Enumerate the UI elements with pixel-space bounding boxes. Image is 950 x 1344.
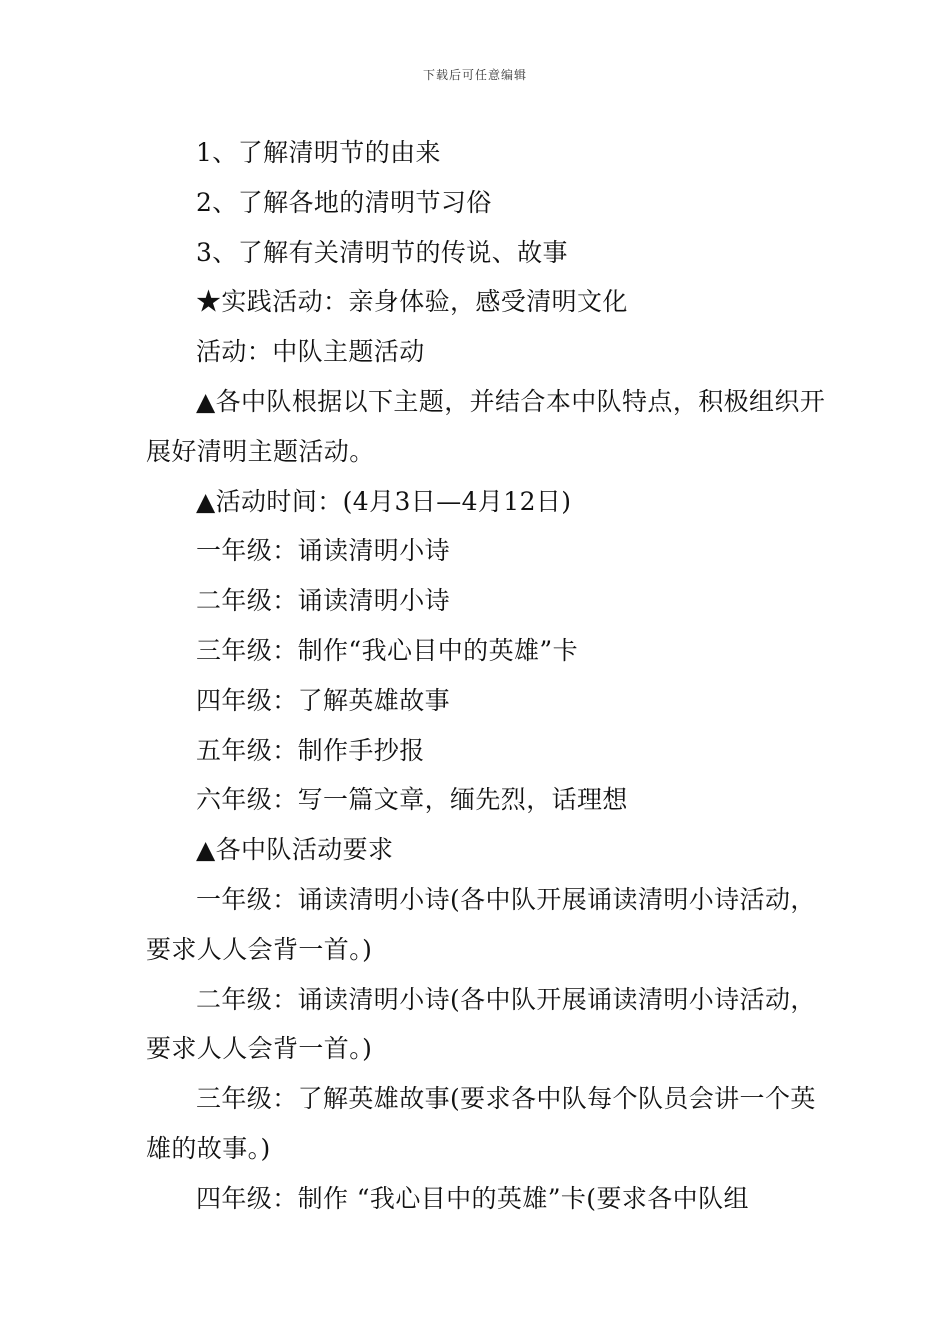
header-note: 下载后可任意编辑 <box>422 68 527 82</box>
paragraph-grade-6: 六年级：写一篇文章，缅先烈，话理想 <box>196 785 628 815</box>
paragraph-practice-heading: ★实践活动：亲身体验，感受清明文化 <box>196 287 628 317</box>
paragraph-grade-2: 二年级：诵读清明小诗 <box>196 586 451 616</box>
paragraph-requirement-grade-1: 一年级：诵读清明小诗(各中队开展诵读清明小诗活动，要求人人会背一首。) <box>146 884 816 964</box>
paragraph-requirement-grade-3: 三年级：了解英雄故事(要求各中队每个队员会讲一个英雄的故事。) <box>146 1084 816 1163</box>
paragraph-goal-3: 3、了解有关清明节的传说、故事 <box>196 237 568 267</box>
paragraph-activity-title: 活动：中队主题活动 <box>196 337 425 367</box>
paragraph-activity-intro: ▲各中队根据以下主题，并结合本中队特点，积极组织开展好清明主题活动。 <box>146 386 826 466</box>
paragraph-goal-2: 2、了解各地的清明节习俗 <box>196 187 492 217</box>
paragraph-grade-5: 五年级：制作手抄报 <box>196 735 425 765</box>
paragraph-goal-1: 1、了解清明节的由来 <box>196 138 441 167</box>
paragraph-requirement-grade-2: 二年级：诵读清明小诗(各中队开展诵读清明小诗活动，要求人人会背一首。) <box>146 984 816 1064</box>
paragraph-requirement-grade-4: 四年级：制作 “我心目中的英雄”卡(要求各中队组 <box>196 1183 749 1213</box>
document-body <box>146 128 826 1224</box>
paragraph-activity-time: ▲活动时间：(4月3日—4月12日) <box>196 486 572 516</box>
paragraph-grade-4: 四年级：了解英雄故事 <box>196 685 451 715</box>
paragraph-grade-1: 一年级：诵读清明小诗 <box>196 536 451 566</box>
paragraph-requirements-heading: ▲各中队活动要求 <box>196 835 394 865</box>
paragraph-grade-3: 三年级：制作“我心目中的英雄”卡 <box>196 635 578 665</box>
